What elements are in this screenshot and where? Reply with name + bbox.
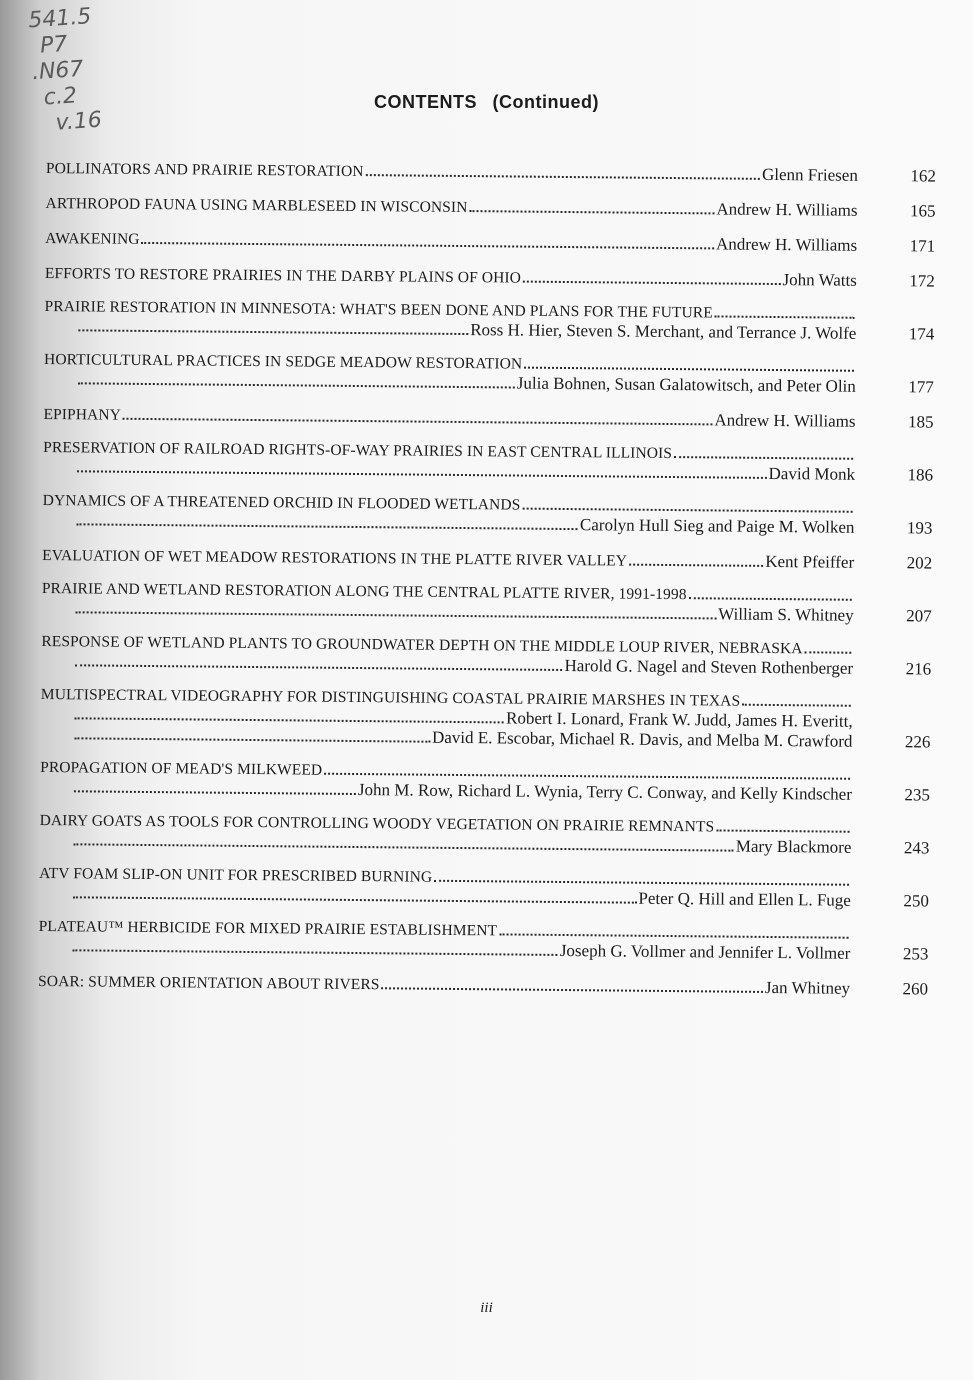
entry-title: PLATEAU™ HERBICIDE FOR MIXED PRAIRIE ESTABLISHMENT	[38, 917, 498, 940]
dot-leader	[715, 315, 855, 318]
entry-page-number: 226	[904, 732, 931, 752]
toc-entry	[45, 193, 935, 222]
dot-leader	[72, 949, 557, 956]
toc-entry	[40, 686, 931, 753]
entry-authors: David Monk	[768, 463, 856, 484]
dot-leader	[78, 329, 468, 335]
handwritten-line: v.16	[54, 107, 103, 136]
dot-leader	[75, 664, 562, 671]
dot-leader	[76, 523, 577, 530]
entry-authors: William S. Whitney	[718, 604, 854, 625]
entry-authors: Peter Q. Hill and Ellen L. Fuge	[638, 888, 852, 910]
dot-leader	[73, 843, 733, 851]
entry-authors: John M. Row, Richard L. Wynia, Terry C. Conway, and Kelly Kindscher	[357, 780, 853, 804]
toc-entry	[42, 492, 932, 539]
entry-authors: Robert I. Lonard, Frank W. Judd, James H. Everitt,	[505, 708, 853, 731]
toc-entry	[44, 351, 934, 398]
toc-line	[43, 404, 855, 432]
entry-title: HORTICULTURAL PRACTICES IN SEDGE MEADOW RESTORATION	[43, 350, 523, 373]
dot-leader	[78, 382, 515, 388]
entry-title: RESPONSE OF WETLAND PLANTS TO GROUNDWATER DEPTH ON THE MIDDLE LOUP RIVER, NEBRASKA	[41, 632, 803, 658]
entry-title: DAIRY GOATS AS TOOLS FOR CONTROLLING WOODY VEGETATION ON PRAIRIE REMNANTS	[39, 811, 715, 836]
toc-entry	[46, 158, 936, 187]
entry-title: POLLINATORS AND PRAIRIE RESTORATION	[45, 159, 364, 181]
dot-leader	[629, 564, 763, 567]
entry-page-number: 202	[906, 553, 933, 573]
toc-entry	[40, 759, 930, 806]
dot-leader	[123, 418, 712, 426]
dot-leader	[324, 773, 850, 780]
entry-title: SOAR: SUMMER ORIENTATION ABOUT RIVERS	[38, 972, 380, 994]
toc-entry	[42, 580, 932, 627]
toc-line	[38, 971, 850, 999]
dot-leader	[469, 210, 714, 214]
entry-page-number: 207	[906, 606, 932, 626]
entry-authors: Andrew H. Williams	[715, 234, 858, 255]
dot-leader	[382, 987, 763, 993]
toc-entry	[43, 439, 933, 486]
dot-leader	[366, 174, 760, 180]
entry-authors: David E. Escobar, Michael R. Davis, and Melba M. Crawford	[431, 727, 853, 751]
entry-page-number: 165	[909, 201, 936, 221]
entry-authors: Mary Blackmore	[735, 836, 852, 857]
toc-entry	[43, 404, 933, 433]
entry-title: PRAIRIE RESTORATION IN MINNESOTA: WHAT'S BEEN DONE AND PLANS FOR THE FUTURE	[44, 297, 713, 322]
dot-leader	[74, 737, 430, 742]
entry-authors: John Watts	[782, 270, 857, 290]
toc-entry	[45, 228, 935, 257]
handwritten-line: c.2	[42, 83, 78, 111]
entry-authors: Glenn Friesen	[761, 164, 858, 185]
toc-entry	[44, 298, 934, 345]
dot-leader	[77, 470, 767, 479]
toc-line	[42, 545, 854, 573]
entry-page-number: 253	[902, 944, 929, 964]
dot-leader	[716, 829, 849, 832]
entry-page-number: 177	[908, 377, 934, 397]
entry-authors: Andrew H. Williams	[714, 410, 856, 431]
entry-page-number: 260	[902, 979, 929, 999]
entry-title: EVALUATION OF WET MEADOW RESTORATIONS IN THE PLATTE RIVER VALLEY	[42, 546, 628, 570]
title-suffix: (Continued)	[492, 92, 599, 112]
entry-page-number: 243	[903, 838, 930, 858]
toc-line	[45, 193, 857, 221]
entry-authors: Carolyn Hull Sieg and Paige M. Wolken	[579, 515, 855, 537]
dot-leader	[742, 704, 851, 707]
dot-leader	[142, 242, 714, 249]
toc-entry	[45, 263, 935, 292]
dot-leader	[674, 456, 853, 460]
dot-leader	[74, 790, 356, 795]
entry-page-number: 235	[904, 785, 931, 805]
toc-line	[46, 158, 858, 186]
entry-authors: Joseph G. Vollmer and Jennifer L. Vollmer	[559, 940, 851, 963]
entry-page-number: 171	[909, 236, 936, 256]
table-of-contents	[38, 158, 936, 1015]
entry-title: AWAKENING	[45, 229, 140, 248]
handwritten-call-number	[28, 4, 103, 138]
dot-leader	[76, 611, 717, 619]
entry-title: EPIPHANY	[43, 405, 122, 424]
page-folio: iii	[480, 1300, 493, 1316]
dot-leader	[524, 367, 854, 372]
dot-leader	[73, 896, 637, 903]
dot-leader	[499, 933, 848, 938]
entry-title: PRAIRIE AND WETLAND RESTORATION ALONG THE CENTRAL PLATTE RIVER, 1991-1998	[41, 579, 687, 604]
dot-leader	[689, 597, 852, 601]
entry-title: EFFORTS TO RESTORE PRAIRIES IN THE DARBY PLAINS OF OHIO	[44, 264, 522, 287]
entry-page-number: 185	[907, 412, 934, 432]
dot-leader	[434, 880, 849, 886]
entry-authors: Julia Bohnen, Susan Galatowitsch, and Peter Olin	[516, 373, 856, 396]
entry-title: ARTHROPOD FAUNA USING MARBLESEED IN WISCONSIN	[45, 194, 468, 217]
page-title	[0, 92, 973, 113]
dot-leader	[522, 508, 852, 513]
entry-authors: Kent Pfeiffer	[765, 551, 855, 572]
entry-title: MULTISPECTRAL VIDEOGRAPHY FOR DISTINGUISHING COASTAL PRAIRIE MARSHES IN TEXAS	[40, 685, 741, 710]
entry-authors: Andrew H. Williams	[716, 199, 858, 220]
dot-leader	[805, 651, 852, 653]
toc-line	[45, 263, 857, 291]
toc-entry	[38, 971, 928, 1000]
handwritten-line: 541.5	[27, 4, 93, 34]
entry-authors: Ross H. Hier, Steven S. Merchant, and Terrance J. Wolfe	[470, 320, 857, 343]
toc-line	[45, 228, 857, 256]
title-text: CONTENTS	[374, 92, 477, 112]
entry-page-number: 250	[903, 891, 929, 911]
toc-entry	[39, 812, 929, 859]
toc-entry	[38, 918, 928, 965]
entry-page-number: 162	[910, 166, 936, 186]
entry-authors: Harold G. Nagel and Steven Rothenberger	[564, 656, 854, 678]
entry-page-number: 216	[905, 659, 932, 679]
toc-entry	[42, 545, 932, 574]
entry-authors: Jan Whitney	[764, 977, 851, 998]
entry-page-number: 193	[906, 518, 933, 538]
entry-page-number: 172	[909, 271, 935, 291]
entry-title: PROPAGATION OF MEAD'S MILKWEED	[40, 758, 323, 779]
entry-title: DYNAMICS OF A THREATENED ORCHID IN FLOODED WETLANDS	[42, 491, 521, 514]
dot-leader	[523, 281, 781, 285]
entry-page-number: 186	[907, 465, 934, 485]
toc-entry	[41, 633, 931, 680]
toc-entry	[39, 865, 929, 912]
handwritten-line: P7	[39, 31, 69, 59]
dot-leader	[75, 717, 504, 723]
entry-title: PRESERVATION OF RAILROAD RIGHTS-OF-WAY PRAIRIES IN EAST CENTRAL ILLINOIS	[43, 438, 673, 463]
entry-title: ATV FOAM SLIP-ON UNIT FOR PRESCRIBED BURNING	[39, 864, 433, 886]
entry-page-number: 174	[908, 324, 935, 344]
handwritten-line: .N67	[31, 56, 85, 86]
